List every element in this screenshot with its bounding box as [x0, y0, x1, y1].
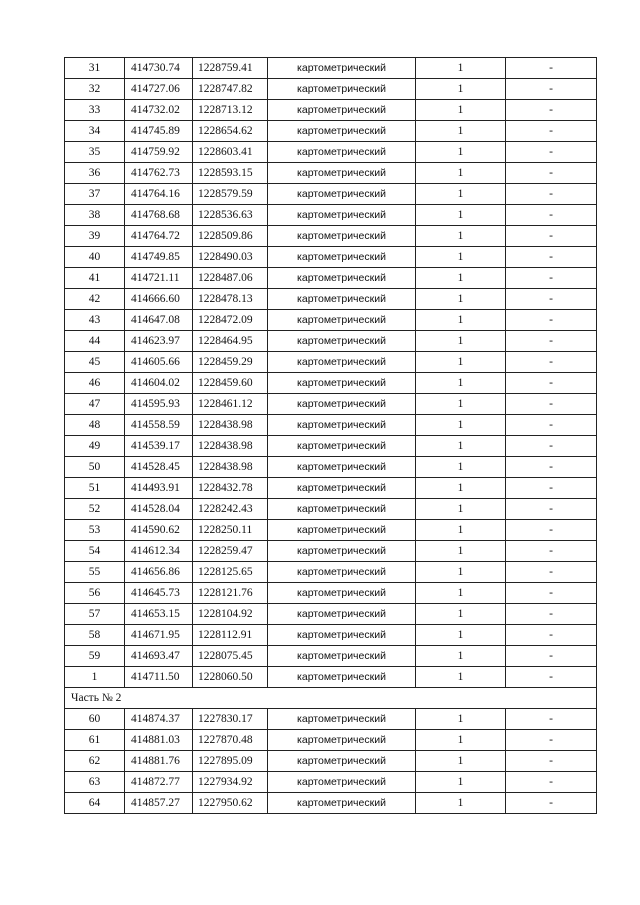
accuracy-cell: 1: [416, 646, 506, 667]
point-number-cell: 39: [65, 226, 125, 247]
x-coordinate-cell: 414623.97: [125, 331, 193, 352]
table-row: [65, 520, 597, 541]
method-cell: картометрический: [268, 562, 416, 583]
description-cell: -: [506, 352, 597, 373]
point-number-cell: 61: [65, 730, 125, 751]
x-coordinate-cell: 414721.11: [125, 268, 193, 289]
description-cell: -: [506, 436, 597, 457]
point-number-cell: 41: [65, 268, 125, 289]
table-row: [65, 709, 597, 730]
table-row: [65, 583, 597, 604]
accuracy-cell: 1: [416, 478, 506, 499]
description-cell: -: [506, 583, 597, 604]
accuracy-cell: 1: [416, 268, 506, 289]
y-coordinate-cell: 1228579.59: [193, 184, 268, 205]
method-cell: картометрический: [268, 226, 416, 247]
x-coordinate-cell: 414764.72: [125, 226, 193, 247]
y-coordinate-cell: 1228759.41: [193, 58, 268, 79]
point-number-cell: 62: [65, 751, 125, 772]
point-number-cell: 54: [65, 541, 125, 562]
description-cell: -: [506, 709, 597, 730]
y-coordinate-cell: 1228438.98: [193, 415, 268, 436]
accuracy-cell: 1: [416, 289, 506, 310]
accuracy-cell: 1: [416, 226, 506, 247]
accuracy-cell: 1: [416, 520, 506, 541]
table-row: [65, 142, 597, 163]
description-cell: -: [506, 373, 597, 394]
x-coordinate-cell: 414590.62: [125, 520, 193, 541]
y-coordinate-cell: 1227870.48: [193, 730, 268, 751]
method-cell: картометрический: [268, 604, 416, 625]
table-row: [65, 373, 597, 394]
description-cell: -: [506, 499, 597, 520]
point-number-cell: 35: [65, 142, 125, 163]
point-number-cell: 46: [65, 373, 125, 394]
y-coordinate-cell: 1228747.82: [193, 79, 268, 100]
y-coordinate-cell: 1228713.12: [193, 100, 268, 121]
description-cell: -: [506, 121, 597, 142]
x-coordinate-cell: 414595.93: [125, 394, 193, 415]
point-number-cell: 59: [65, 646, 125, 667]
y-coordinate-cell: 1228438.98: [193, 457, 268, 478]
accuracy-cell: 1: [416, 142, 506, 163]
x-coordinate-cell: 414764.16: [125, 184, 193, 205]
y-coordinate-cell: 1228459.60: [193, 373, 268, 394]
section-header: [65, 688, 597, 709]
description-cell: -: [506, 268, 597, 289]
table-row: [65, 436, 597, 457]
point-number-cell: 50: [65, 457, 125, 478]
table-row: [65, 541, 597, 562]
point-number-cell: 31: [65, 58, 125, 79]
accuracy-cell: 1: [416, 625, 506, 646]
description-cell: -: [506, 625, 597, 646]
y-coordinate-cell: 1228112.91: [193, 625, 268, 646]
point-number-cell: 56: [65, 583, 125, 604]
point-number-cell: 38: [65, 205, 125, 226]
x-coordinate-cell: 414604.02: [125, 373, 193, 394]
point-number-cell: 48: [65, 415, 125, 436]
x-coordinate-cell: 414881.03: [125, 730, 193, 751]
x-coordinate-cell: 414745.89: [125, 121, 193, 142]
table-row: [65, 247, 597, 268]
description-cell: -: [506, 520, 597, 541]
description-cell: -: [506, 289, 597, 310]
description-cell: -: [506, 226, 597, 247]
method-cell: картометрический: [268, 142, 416, 163]
table-row: [65, 184, 597, 205]
point-number-cell: 53: [65, 520, 125, 541]
accuracy-cell: 1: [416, 184, 506, 205]
description-cell: -: [506, 751, 597, 772]
method-cell: картометрический: [268, 310, 416, 331]
point-number-cell: 44: [65, 331, 125, 352]
point-number-cell: 32: [65, 79, 125, 100]
method-cell: картометрический: [268, 415, 416, 436]
x-coordinate-cell: 414759.92: [125, 142, 193, 163]
method-cell: картометрический: [268, 373, 416, 394]
y-coordinate-cell: 1228432.78: [193, 478, 268, 499]
accuracy-cell: 1: [416, 583, 506, 604]
accuracy-cell: 1: [416, 499, 506, 520]
accuracy-cell: 1: [416, 310, 506, 331]
accuracy-cell: 1: [416, 247, 506, 268]
accuracy-cell: 1: [416, 373, 506, 394]
x-coordinate-cell: 414768.68: [125, 205, 193, 226]
table-row: [65, 457, 597, 478]
x-coordinate-cell: 414711.50: [125, 667, 193, 688]
x-coordinate-cell: 414493.91: [125, 478, 193, 499]
y-coordinate-cell: 1228536.63: [193, 205, 268, 226]
x-coordinate-cell: 414558.59: [125, 415, 193, 436]
accuracy-cell: 1: [416, 121, 506, 142]
method-cell: картометрический: [268, 163, 416, 184]
table-row: [65, 163, 597, 184]
table-row: [65, 331, 597, 352]
description-cell: -: [506, 646, 597, 667]
point-number-cell: 43: [65, 310, 125, 331]
point-number-cell: 40: [65, 247, 125, 268]
y-coordinate-cell: 1228654.62: [193, 121, 268, 142]
coordinates-table: [64, 57, 597, 814]
point-number-cell: 52: [65, 499, 125, 520]
accuracy-cell: 1: [416, 205, 506, 226]
accuracy-cell: 1: [416, 331, 506, 352]
method-cell: картометрический: [268, 331, 416, 352]
x-coordinate-cell: 414539.17: [125, 436, 193, 457]
table-row: [65, 289, 597, 310]
table-row: [65, 268, 597, 289]
method-cell: картометрический: [268, 184, 416, 205]
accuracy-cell: 1: [416, 100, 506, 121]
method-cell: картометрический: [268, 394, 416, 415]
x-coordinate-cell: 414872.77: [125, 772, 193, 793]
point-number-cell: 45: [65, 352, 125, 373]
description-cell: -: [506, 415, 597, 436]
table-row: [65, 121, 597, 142]
description-cell: -: [506, 667, 597, 688]
accuracy-cell: 1: [416, 562, 506, 583]
method-cell: картометрический: [268, 121, 416, 142]
x-coordinate-cell: 414727.06: [125, 79, 193, 100]
method-cell: картометрический: [268, 499, 416, 520]
description-cell: -: [506, 562, 597, 583]
table-row: [65, 667, 597, 688]
x-coordinate-cell: 414730.74: [125, 58, 193, 79]
x-coordinate-cell: 414749.85: [125, 247, 193, 268]
x-coordinate-cell: 414612.34: [125, 541, 193, 562]
method-cell: картометрический: [268, 751, 416, 772]
point-number-cell: 49: [65, 436, 125, 457]
table-row: [65, 79, 597, 100]
method-cell: картометрический: [268, 352, 416, 373]
y-coordinate-cell: 1228104.92: [193, 604, 268, 625]
y-coordinate-cell: 1228060.50: [193, 667, 268, 688]
y-coordinate-cell: 1228593.15: [193, 163, 268, 184]
table-row: [65, 793, 597, 814]
accuracy-cell: 1: [416, 772, 506, 793]
y-coordinate-cell: 1228487.06: [193, 268, 268, 289]
description-cell: -: [506, 58, 597, 79]
description-cell: -: [506, 730, 597, 751]
x-coordinate-cell: 414762.73: [125, 163, 193, 184]
description-cell: -: [506, 310, 597, 331]
description-cell: -: [506, 478, 597, 499]
accuracy-cell: 1: [416, 394, 506, 415]
y-coordinate-cell: 1228490.03: [193, 247, 268, 268]
table-row: [65, 352, 597, 373]
y-coordinate-cell: 1228125.65: [193, 562, 268, 583]
method-cell: картометрический: [268, 541, 416, 562]
method-cell: картометрический: [268, 709, 416, 730]
method-cell: картометрический: [268, 772, 416, 793]
table-row: [65, 58, 597, 79]
point-number-cell: 47: [65, 394, 125, 415]
point-number-cell: 63: [65, 772, 125, 793]
method-cell: картометрический: [268, 625, 416, 646]
method-cell: картометрический: [268, 205, 416, 226]
x-coordinate-cell: 414693.47: [125, 646, 193, 667]
x-coordinate-cell: 414605.66: [125, 352, 193, 373]
method-cell: картометрический: [268, 646, 416, 667]
y-coordinate-cell: 1228464.95: [193, 331, 268, 352]
y-coordinate-cell: 1227830.17: [193, 709, 268, 730]
accuracy-cell: 1: [416, 58, 506, 79]
method-cell: картометрический: [268, 79, 416, 100]
accuracy-cell: 1: [416, 730, 506, 751]
point-number-cell: 64: [65, 793, 125, 814]
accuracy-cell: 1: [416, 751, 506, 772]
method-cell: картометрический: [268, 268, 416, 289]
method-cell: картометрический: [268, 583, 416, 604]
y-coordinate-cell: 1228603.41: [193, 142, 268, 163]
accuracy-cell: 1: [416, 415, 506, 436]
point-number-cell: 60: [65, 709, 125, 730]
point-number-cell: 34: [65, 121, 125, 142]
x-coordinate-cell: 414647.08: [125, 310, 193, 331]
x-coordinate-cell: 414656.86: [125, 562, 193, 583]
description-cell: -: [506, 184, 597, 205]
y-coordinate-cell: 1228478.13: [193, 289, 268, 310]
accuracy-cell: 1: [416, 457, 506, 478]
table-row: [65, 604, 597, 625]
table-row: [65, 478, 597, 499]
method-cell: картометрический: [268, 520, 416, 541]
x-coordinate-cell: 414671.95: [125, 625, 193, 646]
method-cell: картометрический: [268, 436, 416, 457]
table-row: [65, 205, 597, 226]
y-coordinate-cell: 1227934.92: [193, 772, 268, 793]
accuracy-cell: 1: [416, 541, 506, 562]
table-row: [65, 100, 597, 121]
y-coordinate-cell: 1228250.11: [193, 520, 268, 541]
table-row: [65, 415, 597, 436]
accuracy-cell: 1: [416, 436, 506, 457]
table-body-part-2: [65, 709, 597, 814]
method-cell: картометрический: [268, 100, 416, 121]
x-coordinate-cell: 414857.27: [125, 793, 193, 814]
y-coordinate-cell: 1228472.09: [193, 310, 268, 331]
accuracy-cell: 1: [416, 604, 506, 625]
point-number-cell: 57: [65, 604, 125, 625]
description-cell: -: [506, 163, 597, 184]
table-row: [65, 625, 597, 646]
section-row: [65, 688, 597, 709]
point-number-cell: 1: [65, 667, 125, 688]
description-cell: -: [506, 205, 597, 226]
accuracy-cell: 1: [416, 163, 506, 184]
y-coordinate-cell: 1228259.47: [193, 541, 268, 562]
point-number-cell: 42: [65, 289, 125, 310]
table-row: [65, 394, 597, 415]
method-cell: картометрический: [268, 58, 416, 79]
y-coordinate-cell: 1227950.62: [193, 793, 268, 814]
description-cell: -: [506, 100, 597, 121]
point-number-cell: 37: [65, 184, 125, 205]
x-coordinate-cell: 414528.45: [125, 457, 193, 478]
description-cell: -: [506, 793, 597, 814]
method-cell: картометрический: [268, 247, 416, 268]
description-cell: -: [506, 247, 597, 268]
method-cell: картометрический: [268, 730, 416, 751]
description-cell: -: [506, 457, 597, 478]
y-coordinate-cell: 1228075.45: [193, 646, 268, 667]
x-coordinate-cell: 414874.37: [125, 709, 193, 730]
description-cell: -: [506, 394, 597, 415]
table-row: [65, 730, 597, 751]
table-row: [65, 310, 597, 331]
method-cell: картометрический: [268, 478, 416, 499]
accuracy-cell: 1: [416, 793, 506, 814]
x-coordinate-cell: 414666.60: [125, 289, 193, 310]
table-row: [65, 226, 597, 247]
table-row: [65, 646, 597, 667]
description-cell: -: [506, 331, 597, 352]
accuracy-cell: 1: [416, 709, 506, 730]
table-row: [65, 499, 597, 520]
x-coordinate-cell: 414645.73: [125, 583, 193, 604]
method-cell: картометрический: [268, 793, 416, 814]
table-row: [65, 562, 597, 583]
x-coordinate-cell: 414732.02: [125, 100, 193, 121]
point-number-cell: 51: [65, 478, 125, 499]
y-coordinate-cell: 1228242.43: [193, 499, 268, 520]
point-number-cell: 36: [65, 163, 125, 184]
point-number-cell: 55: [65, 562, 125, 583]
y-coordinate-cell: 1228509.86: [193, 226, 268, 247]
method-cell: картометрический: [268, 457, 416, 478]
point-number-cell: 33: [65, 100, 125, 121]
y-coordinate-cell: 1228438.98: [193, 436, 268, 457]
description-cell: -: [506, 772, 597, 793]
table-body-part-1: [65, 58, 597, 688]
point-number-cell: 58: [65, 625, 125, 646]
accuracy-cell: 1: [416, 352, 506, 373]
description-cell: -: [506, 142, 597, 163]
method-cell: картометрический: [268, 289, 416, 310]
accuracy-cell: 1: [416, 667, 506, 688]
x-coordinate-cell: 414881.76: [125, 751, 193, 772]
section-label: Часть № 2: [65, 688, 597, 709]
x-coordinate-cell: 414653.15: [125, 604, 193, 625]
description-cell: -: [506, 541, 597, 562]
y-coordinate-cell: 1227895.09: [193, 751, 268, 772]
accuracy-cell: 1: [416, 79, 506, 100]
description-cell: -: [506, 79, 597, 100]
method-cell: картометрический: [268, 667, 416, 688]
x-coordinate-cell: 414528.04: [125, 499, 193, 520]
table-row: [65, 772, 597, 793]
table-row: [65, 751, 597, 772]
description-cell: -: [506, 604, 597, 625]
y-coordinate-cell: 1228121.76: [193, 583, 268, 604]
y-coordinate-cell: 1228459.29: [193, 352, 268, 373]
y-coordinate-cell: 1228461.12: [193, 394, 268, 415]
